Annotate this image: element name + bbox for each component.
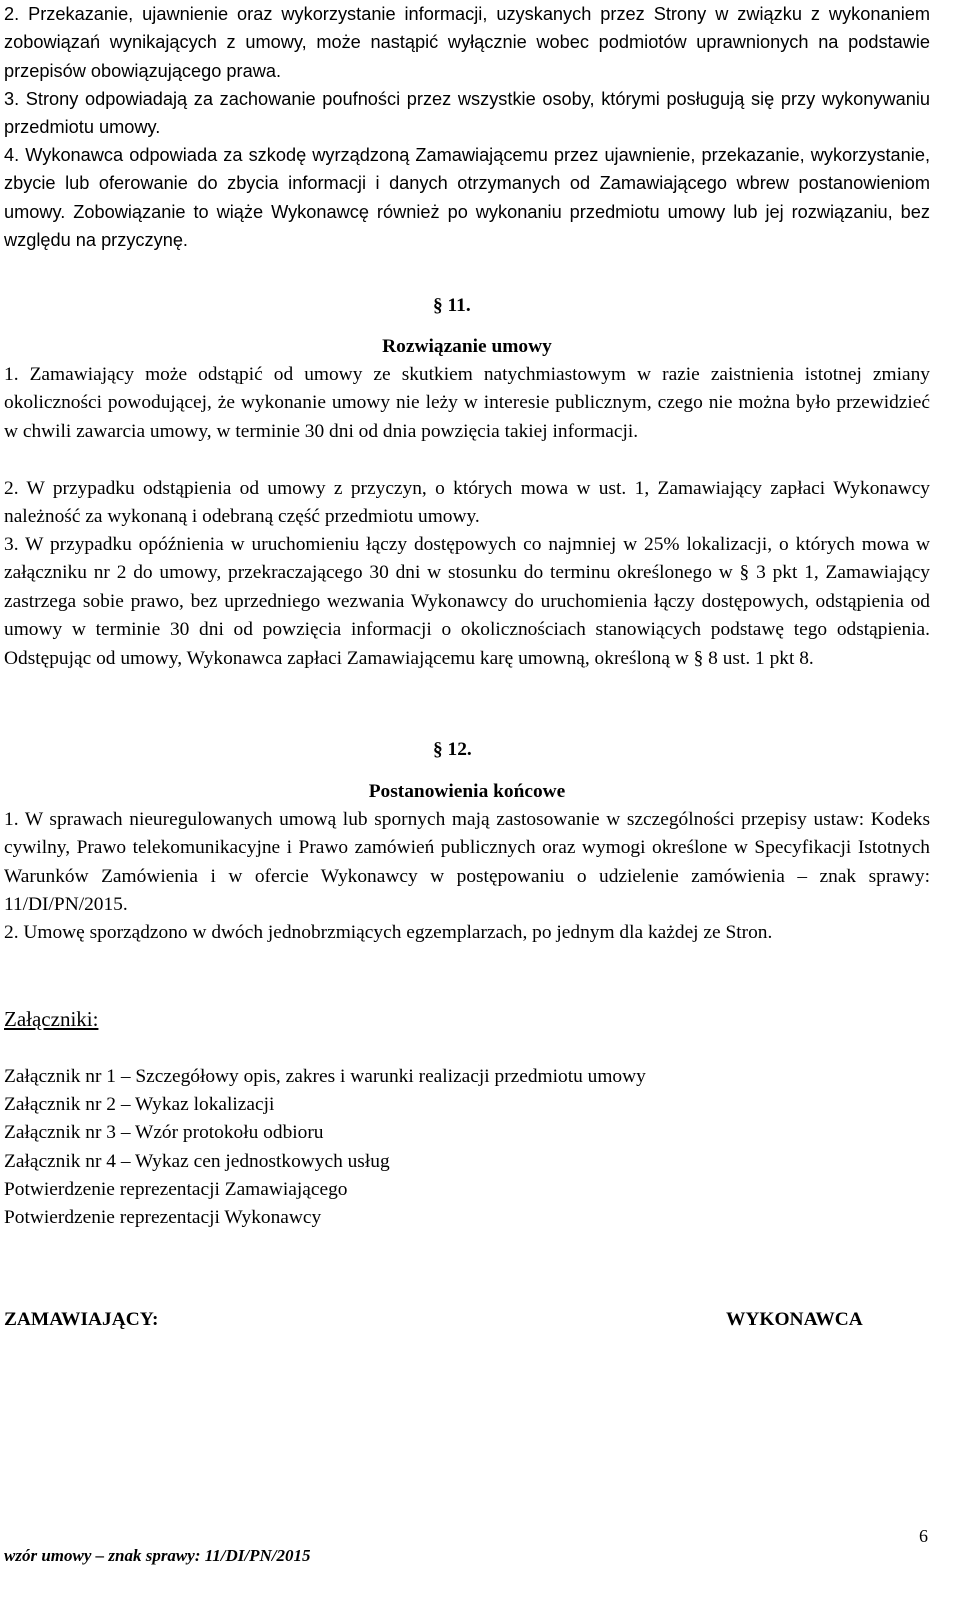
paragraph-12-1: 1. W sprawach nieuregulowanych umową lub spornych mają zastosowanie w szczególności przepisy ustaw: Kodeks cywilny, Prawo telekomunikacyjne i Prawo zamówień publicznych oraz wymogi określone w Specyfikacji Istotnych Warunków Zamówienia i w ofercie Wykonawcy w postępowaniu o udzielenie zamówienia – znak sprawy: 11/DI/PN/2015. xyxy=(4,809,930,916)
signature-zamawiajacy: ZAMAWIAJĄCY: xyxy=(4,1309,159,1330)
section-12-number: § 12. xyxy=(433,739,472,760)
section-11-number: § 11. xyxy=(433,295,471,316)
attachment-item: Załącznik nr 3 – Wzór protokołu odbioru xyxy=(4,1122,324,1144)
attachment-item: Załącznik nr 2 – Wykaz lokalizacji xyxy=(4,1094,275,1116)
page-number: 6 xyxy=(919,1526,928,1546)
paragraph-11-2: 2. W przypadku odstąpienia od umowy z przyczyn, o których mowa w ust. 1, Zamawiający zapłaci Wykonawcy należność za wykonaną i odebraną część przedmiotu umowy. xyxy=(4,478,930,528)
attachments-heading: Załączniki: xyxy=(4,1007,99,1031)
attachment-item: Załącznik nr 4 – Wykaz cen jednostkowych usług xyxy=(4,1150,390,1172)
paragraph-12-2: 2. Umowę sporządzono w dwóch jednobrzmiących egzemplarzach, po jednym dla każdej ze Stron. xyxy=(4,922,773,943)
paragraph-11-3: 3. W przypadku opóźnienia w uruchomieniu łączy dostępowych co najmniej w 25% lokalizacji, o których mowa w załączniku nr 2 do umowy, przekraczającego 30 dni w stosunku do terminu określonego w § 3 pkt 1, Zamawiający zastrzega sobie prawo, bez uprzedniego wezwania Wykonawcy do uruchomienia łączy dostępowych, odstąpienia od umowy w terminie 30 dni od powzięcia informacji o okolicznościach stanowiących podstawę tego odstąpienia. Odstępując od umowy, Wykonawca zapłaci Zamawiającemu karę umowną, określoną w § 8 ust. 1 pkt 8. xyxy=(4,534,930,669)
attachment-item: Potwierdzenie reprezentacji Wykonawcy xyxy=(4,1207,322,1229)
page-footer: wzór umowy – znak sprawy: 11/DI/PN/2015 xyxy=(4,1546,311,1565)
section-12-title: Postanowienia końcowe xyxy=(368,781,566,802)
paragraph-10-4: 4. Wykonawca odpowiada za szkodę wyrządzoną Zamawiającemu przez ujawnienie, przekazanie, wykorzystanie, zbycie lub oferowanie do zbycia informacji i danych otrzymanych od Zamawiającego wbrew postanowieniom umowy. Zobowiązanie to wiąże Wykonawcę również po wykonaniu przedmiotu umowy lub jej rozwiązaniu, bez względu na przyczynę. xyxy=(4,145,930,251)
signature-wykonawca: WYKONAWCA xyxy=(726,1309,863,1330)
paragraph-10-2: 2. Przekazanie, ujawnienie oraz wykorzystanie informacji, uzyskanych przez Strony w związku z wykonaniem zobowiązań wynikających z umowy, może nastąpić wyłącznie wobec podmiotów uprawnionych na podstawie przepisów obowiązującego prawa. xyxy=(4,4,930,81)
paragraph-10-3: 3. Strony odpowiadają za zachowanie poufności przez wszystkie osoby, którymi posługują się przy wykonywaniu przedmiotu umowy. xyxy=(4,89,930,138)
paragraph-11-1: 1. Zamawiający może odstąpić od umowy ze skutkiem natychmiastowym w razie zaistnienia istotnej zmiany okoliczności powodującej, że wykonanie umowy nie leży w interesie publicznym, czego nie można było przewidzieć w chwili zawarcia umowy, w terminie 30 dni od dnia powzięcia takiej informacji. xyxy=(4,364,930,442)
attachments-list xyxy=(4,1063,646,1232)
attachment-item: Potwierdzenie reprezentacji Zamawiającego xyxy=(4,1178,348,1200)
attachment-item: Załącznik nr 1 – Szczegółowy opis, zakres i warunki realizacji przedmiotu umowy xyxy=(4,1066,646,1087)
section-11-title: Rozwiązanie umowy xyxy=(382,336,552,357)
